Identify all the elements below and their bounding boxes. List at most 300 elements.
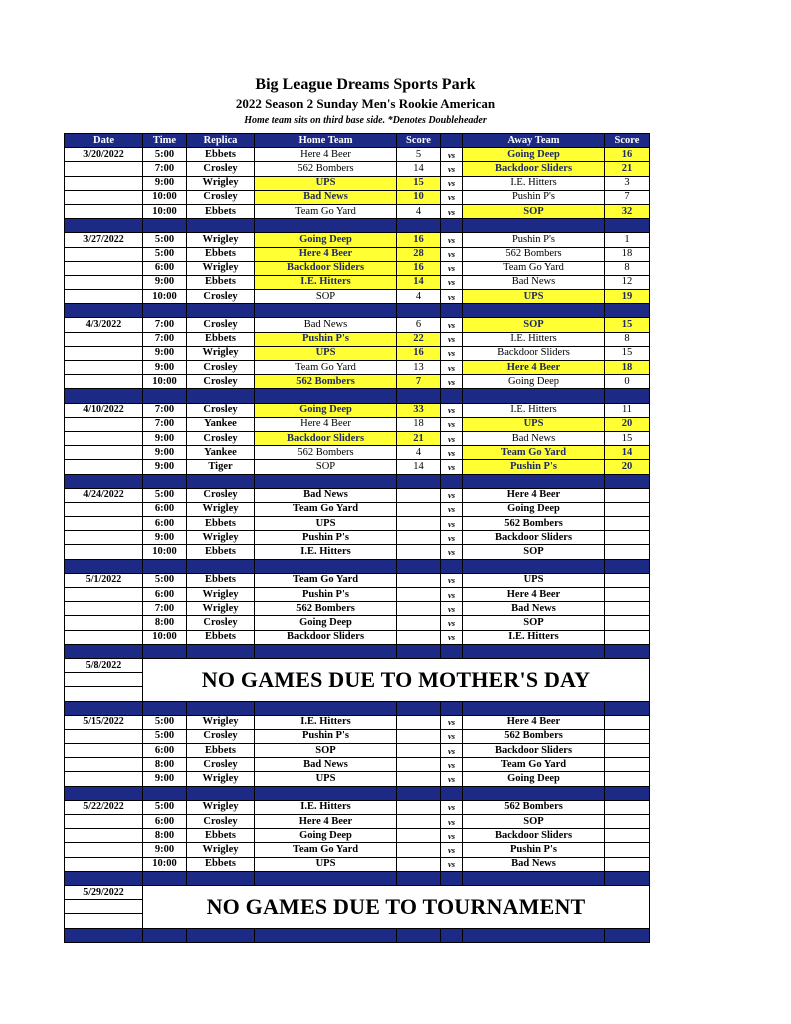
- away-score: [605, 531, 650, 545]
- week-date: [65, 446, 143, 460]
- home-team: Pushin P's: [255, 729, 397, 743]
- vs-label: vs: [441, 602, 463, 616]
- vs-label: vs: [441, 800, 463, 814]
- home-team: I.E. Hitters: [255, 800, 397, 814]
- away-score: 15: [605, 431, 650, 445]
- week-date: [65, 517, 143, 531]
- away-score: [605, 744, 650, 758]
- game-row: [65, 446, 650, 460]
- game-field: Crosley: [187, 318, 255, 332]
- away-team: SOP: [463, 204, 605, 218]
- separator-cell: [187, 304, 255, 318]
- week-date: [65, 162, 143, 176]
- home-score: 10: [397, 190, 441, 204]
- separator-cell: [605, 871, 650, 885]
- home-score: [397, 602, 441, 616]
- separator-cell: [463, 304, 605, 318]
- week-date: [65, 545, 143, 559]
- home-score: [397, 772, 441, 786]
- home-team: 562 Bombers: [255, 446, 397, 460]
- game-time: 7:00: [143, 417, 187, 431]
- home-team: UPS: [255, 857, 397, 871]
- separator-cell: [397, 474, 441, 488]
- away-team: SOP: [463, 545, 605, 559]
- home-score: [397, 545, 441, 559]
- separator-cell: [65, 219, 143, 233]
- game-field: Crosley: [187, 431, 255, 445]
- vs-label: vs: [441, 843, 463, 857]
- game-time: 9:00: [143, 843, 187, 857]
- away-team: SOP: [463, 616, 605, 630]
- week-date: [65, 290, 143, 304]
- away-score: 0: [605, 375, 650, 389]
- vs-label: vs: [441, 403, 463, 417]
- away-score: 1: [605, 233, 650, 247]
- game-time: 8:00: [143, 616, 187, 630]
- game-time: 6:00: [143, 517, 187, 531]
- game-time: 9:00: [143, 176, 187, 190]
- game-field: Crosley: [187, 758, 255, 772]
- separator-cell: [441, 559, 463, 573]
- away-team: Backdoor Sliders: [463, 162, 605, 176]
- separator-cell: [441, 304, 463, 318]
- vs-label: vs: [441, 290, 463, 304]
- col-home-score: Score: [397, 134, 441, 148]
- game-field: Wrigley: [187, 502, 255, 516]
- separator-cell: [65, 644, 143, 658]
- game-row: [65, 602, 650, 616]
- separator-cell: [143, 389, 187, 403]
- away-team: Pushin P's: [463, 190, 605, 204]
- away-team: 562 Bombers: [463, 517, 605, 531]
- game-time: 9:00: [143, 460, 187, 474]
- game-time: 7:00: [143, 318, 187, 332]
- home-team: UPS: [255, 176, 397, 190]
- home-team: Here 4 Beer: [255, 247, 397, 261]
- vs-label: vs: [441, 176, 463, 190]
- home-team: Here 4 Beer: [255, 417, 397, 431]
- col-home-team: Home Team: [255, 134, 397, 148]
- game-row: [65, 630, 650, 644]
- home-team: 562 Bombers: [255, 375, 397, 389]
- separator-cell: [255, 389, 397, 403]
- away-team: Going Deep: [463, 502, 605, 516]
- vs-label: vs: [441, 758, 463, 772]
- game-row: [65, 417, 650, 431]
- home-team: Going Deep: [255, 233, 397, 247]
- home-score: 4: [397, 446, 441, 460]
- vs-label: vs: [441, 332, 463, 346]
- away-team: Team Go Yard: [463, 261, 605, 275]
- home-score: 28: [397, 247, 441, 261]
- away-score: [605, 517, 650, 531]
- separator-cell: [65, 304, 143, 318]
- home-team: Pushin P's: [255, 531, 397, 545]
- week-date: [65, 744, 143, 758]
- away-team: Bad News: [463, 431, 605, 445]
- separator-cell: [187, 928, 255, 942]
- vs-label: vs: [441, 431, 463, 445]
- game-row: [65, 361, 650, 375]
- away-score: 16: [605, 148, 650, 162]
- separator-cell: [143, 871, 187, 885]
- week-date: [65, 431, 143, 445]
- away-team: I.E. Hitters: [463, 176, 605, 190]
- vs-label: vs: [441, 531, 463, 545]
- game-field: Wrigley: [187, 233, 255, 247]
- separator-cell: [255, 786, 397, 800]
- week-separator: [65, 871, 650, 885]
- away-team: Going Deep: [463, 148, 605, 162]
- vs-label: vs: [441, 460, 463, 474]
- week-date: [65, 531, 143, 545]
- week-date: [65, 502, 143, 516]
- game-time: 8:00: [143, 829, 187, 843]
- vs-label: vs: [441, 517, 463, 531]
- game-time: 5:00: [143, 573, 187, 587]
- home-score: [397, 800, 441, 814]
- vs-label: vs: [441, 573, 463, 587]
- separator-cell: [605, 928, 650, 942]
- game-time: 9:00: [143, 431, 187, 445]
- game-time: 8:00: [143, 758, 187, 772]
- col-away-team: Away Team: [463, 134, 605, 148]
- separator-cell: [187, 644, 255, 658]
- vs-label: vs: [441, 772, 463, 786]
- vs-label: vs: [441, 247, 463, 261]
- vs-label: vs: [441, 446, 463, 460]
- game-time: 7:00: [143, 162, 187, 176]
- week-date: [65, 616, 143, 630]
- away-team: Bad News: [463, 602, 605, 616]
- separator-cell: [397, 219, 441, 233]
- separator-cell: [187, 389, 255, 403]
- game-row: [65, 545, 650, 559]
- game-row: [65, 247, 650, 261]
- game-row: [65, 431, 650, 445]
- week-date: [65, 829, 143, 843]
- game-field: Crosley: [187, 290, 255, 304]
- home-score: 16: [397, 233, 441, 247]
- home-team: Bad News: [255, 488, 397, 502]
- vs-label: vs: [441, 545, 463, 559]
- away-score: 15: [605, 318, 650, 332]
- away-score: 32: [605, 204, 650, 218]
- game-field: Wrigley: [187, 261, 255, 275]
- vs-label: vs: [441, 190, 463, 204]
- game-field: Wrigley: [187, 602, 255, 616]
- away-score: [605, 857, 650, 871]
- separator-cell: [65, 389, 143, 403]
- week-date: [65, 729, 143, 743]
- week-date: 5/29/2022: [65, 885, 143, 899]
- week-date: [65, 361, 143, 375]
- week-date: [65, 346, 143, 360]
- away-team: Bad News: [463, 857, 605, 871]
- vs-label: vs: [441, 502, 463, 516]
- home-score: 13: [397, 361, 441, 375]
- home-team: I.E. Hitters: [255, 715, 397, 729]
- separator-cell: [65, 701, 143, 715]
- week-date: [65, 588, 143, 602]
- home-team: Team Go Yard: [255, 502, 397, 516]
- game-row: [65, 588, 650, 602]
- home-score: 15: [397, 176, 441, 190]
- week-date: [65, 914, 143, 928]
- home-team: 562 Bombers: [255, 162, 397, 176]
- week-separator: [65, 304, 650, 318]
- away-score: 14: [605, 446, 650, 460]
- vs-label: vs: [441, 318, 463, 332]
- game-time: 10:00: [143, 190, 187, 204]
- game-field: Wrigley: [187, 715, 255, 729]
- vs-label: vs: [441, 729, 463, 743]
- vs-label: vs: [441, 417, 463, 431]
- week-date: 4/10/2022: [65, 403, 143, 417]
- home-score: 5: [397, 148, 441, 162]
- game-time: 5:00: [143, 729, 187, 743]
- game-time: 10:00: [143, 204, 187, 218]
- away-score: [605, 573, 650, 587]
- game-field: Crosley: [187, 162, 255, 176]
- separator-cell: [397, 928, 441, 942]
- away-score: 18: [605, 247, 650, 261]
- col-vs: [441, 134, 463, 148]
- week-date: [65, 602, 143, 616]
- game-row: [65, 815, 650, 829]
- vs-label: vs: [441, 261, 463, 275]
- game-field: Wrigley: [187, 772, 255, 786]
- away-team: Here 4 Beer: [463, 715, 605, 729]
- away-team: Backdoor Sliders: [463, 346, 605, 360]
- week-date: [65, 630, 143, 644]
- away-score: 8: [605, 332, 650, 346]
- week-date: [65, 247, 143, 261]
- separator-cell: [441, 928, 463, 942]
- vs-label: vs: [441, 204, 463, 218]
- vs-label: vs: [441, 361, 463, 375]
- separator-cell: [255, 928, 397, 942]
- game-field: Wrigley: [187, 531, 255, 545]
- game-field: Crosley: [187, 616, 255, 630]
- game-field: Wrigley: [187, 800, 255, 814]
- week-date: [65, 815, 143, 829]
- game-field: Ebbets: [187, 247, 255, 261]
- separator-cell: [65, 559, 143, 573]
- home-score: 14: [397, 162, 441, 176]
- home-score: [397, 588, 441, 602]
- away-team: Backdoor Sliders: [463, 829, 605, 843]
- game-row: [65, 403, 650, 417]
- game-time: 5:00: [143, 247, 187, 261]
- separator-cell: [463, 644, 605, 658]
- home-score: [397, 843, 441, 857]
- game-time: 7:00: [143, 332, 187, 346]
- vs-label: vs: [441, 162, 463, 176]
- game-row: [65, 502, 650, 516]
- week-date: [65, 204, 143, 218]
- game-time: 10:00: [143, 857, 187, 871]
- separator-cell: [441, 701, 463, 715]
- schedule-table: [64, 133, 650, 943]
- home-score: [397, 744, 441, 758]
- week-date: [65, 261, 143, 275]
- game-time: 5:00: [143, 233, 187, 247]
- week-date: [65, 772, 143, 786]
- away-score: 20: [605, 417, 650, 431]
- game-field: Wrigley: [187, 843, 255, 857]
- separator-cell: [605, 389, 650, 403]
- away-team: Team Go Yard: [463, 446, 605, 460]
- game-field: Crosley: [187, 815, 255, 829]
- game-time: 10:00: [143, 375, 187, 389]
- game-row: [65, 488, 650, 502]
- game-field: Crosley: [187, 403, 255, 417]
- away-team: Going Deep: [463, 375, 605, 389]
- home-team: Going Deep: [255, 403, 397, 417]
- home-score: 22: [397, 332, 441, 346]
- week-date: [65, 857, 143, 871]
- game-field: Ebbets: [187, 148, 255, 162]
- home-team: SOP: [255, 460, 397, 474]
- away-score: [605, 630, 650, 644]
- game-field: Wrigley: [187, 176, 255, 190]
- separator-cell: [441, 219, 463, 233]
- col-away-score: Score: [605, 134, 650, 148]
- home-score: 4: [397, 290, 441, 304]
- separator-cell: [255, 701, 397, 715]
- game-field: Ebbets: [187, 829, 255, 843]
- game-row: [65, 162, 650, 176]
- away-team: I.E. Hitters: [463, 332, 605, 346]
- game-row: [65, 843, 650, 857]
- home-team: SOP: [255, 744, 397, 758]
- away-team: UPS: [463, 573, 605, 587]
- home-score: 16: [397, 346, 441, 360]
- game-field: Crosley: [187, 375, 255, 389]
- home-score: 14: [397, 460, 441, 474]
- away-score: [605, 602, 650, 616]
- home-team: Bad News: [255, 190, 397, 204]
- vs-label: vs: [441, 375, 463, 389]
- home-team: Bad News: [255, 318, 397, 332]
- game-field: Crosley: [187, 488, 255, 502]
- away-score: 19: [605, 290, 650, 304]
- header-row: [65, 134, 650, 148]
- vs-label: vs: [441, 744, 463, 758]
- separator-cell: [187, 786, 255, 800]
- separator-cell: [463, 219, 605, 233]
- game-time: 9:00: [143, 772, 187, 786]
- separator-cell: [605, 559, 650, 573]
- away-team: SOP: [463, 318, 605, 332]
- week-date: 3/20/2022: [65, 148, 143, 162]
- notice-row: [65, 885, 650, 899]
- separator-cell: [397, 644, 441, 658]
- away-score: 20: [605, 460, 650, 474]
- home-score: [397, 531, 441, 545]
- game-field: Ebbets: [187, 204, 255, 218]
- away-score: 11: [605, 403, 650, 417]
- away-team: 562 Bombers: [463, 800, 605, 814]
- separator-cell: [397, 701, 441, 715]
- game-field: Tiger: [187, 460, 255, 474]
- game-field: Ebbets: [187, 517, 255, 531]
- separator-cell: [397, 786, 441, 800]
- week-separator: [65, 474, 650, 488]
- home-score: [397, 517, 441, 531]
- separator-cell: [187, 559, 255, 573]
- separator-cell: [605, 219, 650, 233]
- home-team: Here 4 Beer: [255, 815, 397, 829]
- home-team: SOP: [255, 290, 397, 304]
- away-score: [605, 545, 650, 559]
- home-team: Pushin P's: [255, 588, 397, 602]
- separator-cell: [463, 389, 605, 403]
- separator-cell: [441, 644, 463, 658]
- away-score: [605, 616, 650, 630]
- separator-cell: [187, 871, 255, 885]
- away-team: 562 Bombers: [463, 247, 605, 261]
- home-score: [397, 829, 441, 843]
- week-separator: [65, 928, 650, 942]
- game-time: 7:00: [143, 403, 187, 417]
- away-score: [605, 829, 650, 843]
- home-score: 4: [397, 204, 441, 218]
- separator-cell: [255, 871, 397, 885]
- game-row: [65, 772, 650, 786]
- home-team: UPS: [255, 772, 397, 786]
- game-field: Yankee: [187, 446, 255, 460]
- home-score: 18: [397, 417, 441, 431]
- game-field: Ebbets: [187, 545, 255, 559]
- separator-cell: [255, 644, 397, 658]
- game-row: [65, 190, 650, 204]
- away-team: Team Go Yard: [463, 758, 605, 772]
- week-date: [65, 687, 143, 701]
- away-score: 12: [605, 275, 650, 289]
- game-field: Yankee: [187, 417, 255, 431]
- away-score: 15: [605, 346, 650, 360]
- week-separator: [65, 644, 650, 658]
- home-team: UPS: [255, 517, 397, 531]
- away-team: Here 4 Beer: [463, 361, 605, 375]
- away-team: Here 4 Beer: [463, 588, 605, 602]
- separator-cell: [397, 389, 441, 403]
- separator-cell: [143, 474, 187, 488]
- separator-cell: [187, 701, 255, 715]
- separator-cell: [143, 786, 187, 800]
- game-time: 9:00: [143, 531, 187, 545]
- game-row: [65, 531, 650, 545]
- game-row: [65, 729, 650, 743]
- week-date: [65, 843, 143, 857]
- game-row: [65, 857, 650, 871]
- col-date: Date: [65, 134, 143, 148]
- week-date: [65, 332, 143, 346]
- home-score: [397, 502, 441, 516]
- away-score: [605, 800, 650, 814]
- away-score: [605, 758, 650, 772]
- home-team: Here 4 Beer: [255, 148, 397, 162]
- away-score: [605, 815, 650, 829]
- home-team: I.E. Hitters: [255, 545, 397, 559]
- away-team: UPS: [463, 290, 605, 304]
- game-field: Crosley: [187, 361, 255, 375]
- week-date: 5/1/2022: [65, 573, 143, 587]
- vs-label: vs: [441, 148, 463, 162]
- game-field: Ebbets: [187, 630, 255, 644]
